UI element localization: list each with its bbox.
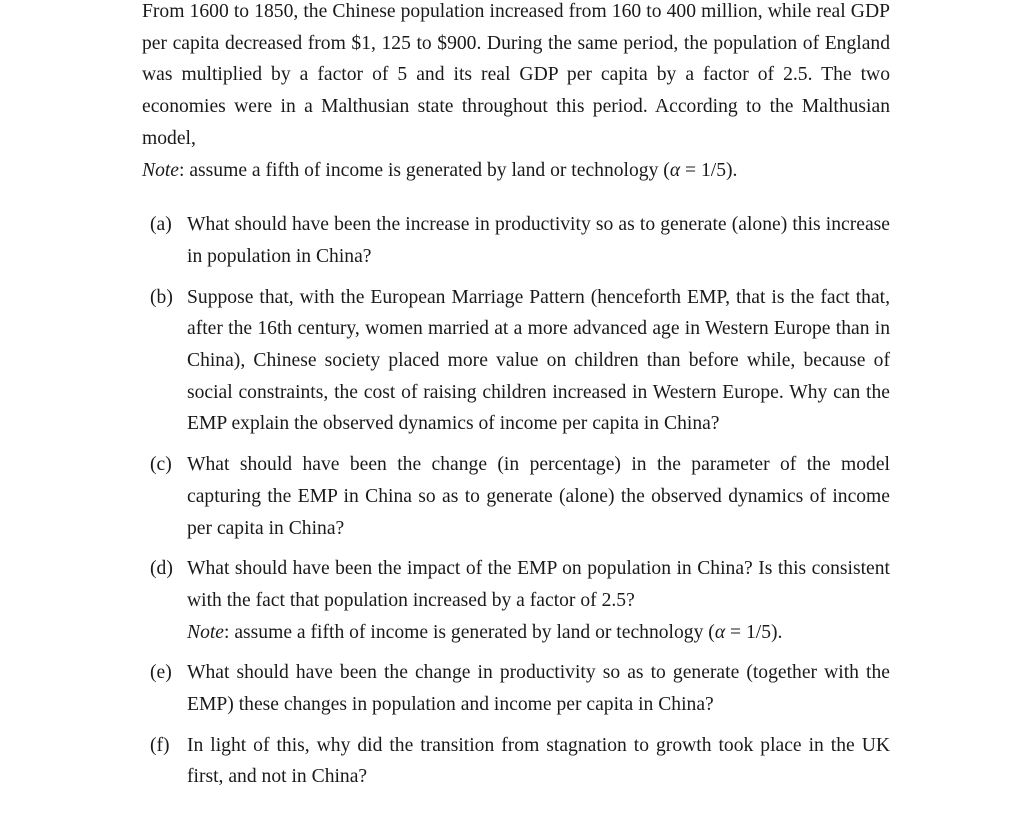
note-text: : assume a fifth of income is generated by land or technology ( <box>179 159 670 181</box>
alpha-value: = 1/5). <box>680 159 738 181</box>
question-label: (d) <box>150 558 173 580</box>
question-label: (e) <box>150 662 172 684</box>
question-text: What should have been the increase in productivity so as to generate (alone) this increase in population in China? <box>187 214 890 267</box>
question-text: In light of this, why did the transition from stagnation to growth took place in the UK first, and not in China? <box>187 734 890 788</box>
note-label: Note <box>142 159 180 181</box>
question-d <box>142 553 890 648</box>
intro-note <box>142 155 890 187</box>
question-label: (f) <box>150 734 170 756</box>
question-d-note <box>187 617 890 649</box>
question-text: Suppose that, with the European Marriage Pattern (henceforth EMP, that is the fact that, after the 16th century, women married at a more advanced age in Western Europe than in China), Chinese society placed more value on children than before while, because of social constraints, the cost of raising children increased in Western Europe. Why can the EMP explain the observed dynamics of income per capita in China? <box>187 286 890 435</box>
question-e <box>142 657 890 720</box>
document-page <box>142 0 890 802</box>
question-f <box>142 730 890 793</box>
note-text: : assume a fifth of income is generated by land or technology ( <box>224 621 715 643</box>
question-text: What should have been the impact of the EMP on population in China? Is this consistent with the fact that population increased by a factor of 2.5? <box>187 558 890 611</box>
question-label: (b) <box>150 286 173 308</box>
question-text: What should have been the change in productivity so as to generate (together with the EMP) these changes in population and income per capita in China? <box>187 662 890 716</box>
alpha-symbol: α <box>669 159 681 181</box>
question-list <box>142 209 890 793</box>
alpha-value: = 1/5). <box>725 621 783 643</box>
intro-paragraph: From 1600 to 1850, the Chinese population increased from 160 to 400 million, while real GDP per capita decreased from $1, 125 to $900. During the same period, the population of England was multiplied by a factor of 5 and its real GDP per capita by a factor of 2.5. The two economies were in a Malthusian state throughout this period. According to the Malthusian model, <box>142 1 890 149</box>
note-label: Note <box>187 621 225 643</box>
question-c <box>142 449 890 544</box>
question-label: (a) <box>150 214 172 236</box>
question-text: What should have been the change (in percentage) in the parameter of the model capturing the EMP in China so as to generate (alone) the observed dynamics of income per capita in China? <box>187 454 890 539</box>
question-b <box>142 282 890 441</box>
question-a <box>142 209 890 272</box>
alpha-symbol: α <box>714 621 726 643</box>
question-label: (c) <box>150 454 172 476</box>
